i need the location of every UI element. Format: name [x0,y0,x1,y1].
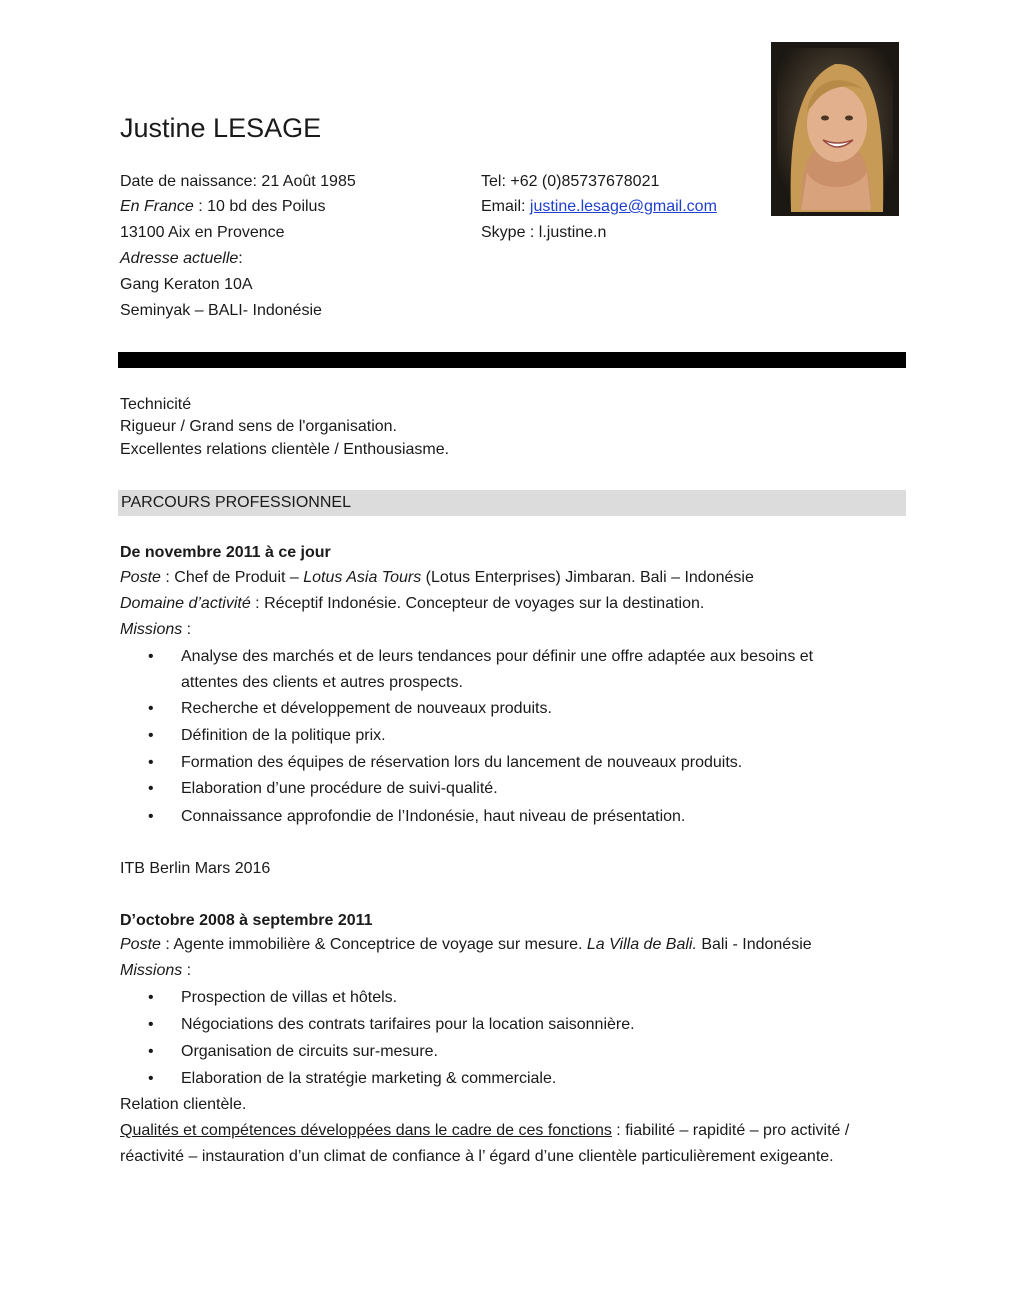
itb-note: ITB Berlin Mars 2016 [120,860,271,877]
job1-mission-3: Définition de la politique prix. [181,727,386,744]
job2-qualites-list: : fiabilité – rapidité – pro activité / [611,1122,850,1139]
job1-domaine [120,594,704,614]
job2-period: D’octobre 2008 à septembre 2011 [120,912,373,929]
job1-missions-colon: : [182,621,192,638]
bullet-icon: • [148,1043,154,1060]
section-divider [118,352,906,368]
bullet-icon: • [148,754,154,771]
job2-qualites-label: Qualités et compétences développées dans le cadre de ces fonctions [120,1122,612,1139]
skill-line-3: Excellentes relations clientèle / Enthousiasme. [120,441,450,458]
job1-mission-1a: Analyse des marchés et de leurs tendances pour définir une offre adaptée aux besoins et [181,648,814,665]
job2-poste-label: Poste [120,936,161,953]
section-heading [118,490,906,516]
bullet-icon: • [148,780,154,797]
job2-missions-label: Missions [120,962,183,979]
birth-date: Date de naissance: 21 Août 1985 [120,173,356,190]
france-city: 13100 Aix en Provence [120,224,285,241]
email-label: Email: [481,198,530,215]
job1-location: (Lotus Enterprises) Jimbaran. Bali – Indonésie [421,569,754,586]
job2-location: Bali - Indonésie [696,936,812,953]
job1-mission-2: Recherche et développement de nouveaux produits. [181,700,552,717]
bullet-icon: • [148,700,154,717]
job2-poste [120,935,812,955]
job1-domaine-value: : Réceptif Indonésie. Concepteur de voyages sur la destination. [250,595,705,612]
job1-period: De novembre 2011 à ce jour [120,544,331,561]
job1-poste-role: : Chef de Produit – [160,569,304,586]
skill-line-1: Technicité [120,396,192,413]
section-title: PARCOURS PROFESSIONNEL [121,494,351,511]
bullet-icon: • [148,1070,154,1087]
job1-mission-4: Formation des équipes de réservation lors du lancement de nouveaux produits. [181,754,743,771]
france-address [120,197,325,217]
bullet-icon: • [148,989,154,1006]
job2-company: La Villa de Bali. [586,936,697,953]
job2-qualites [120,1121,849,1141]
job2-missions-heading [120,961,191,981]
job2-mission-1: Prospection de villas et hôtels. [181,989,398,1006]
skype: Skype : l.justine.n [481,224,607,241]
job1-poste-label: Poste [120,569,161,586]
job1-mission-1b: attentes des clients et autres prospects. [181,674,463,691]
phone: Tel: +62 (0)85737678021 [481,173,660,190]
job1-missions-label: Missions [120,621,183,638]
bullet-icon: • [148,727,154,744]
job2-relation: Relation clientèle. [120,1096,247,1113]
job1-poste [120,568,754,588]
skill-line-2: Rigueur / Grand sens de l'organisation. [120,418,397,435]
candidate-name: Justine LESAGE [120,113,322,143]
email-link[interactable]: justine.lesage@gmail.com [529,198,717,215]
job2-poste-role: : Agente immobilière & Conceptrice de voyage sur mesure. [160,936,587,953]
job1-missions-heading [120,620,191,640]
bullet-icon: • [148,808,154,825]
job2-mission-4: Elaboration de la stratégie marketing & commerciale. [181,1070,557,1087]
job1-company: Lotus Asia Tours [303,569,422,586]
email-line [481,197,717,217]
job2-mission-2: Négociations des contrats tarifaires pour la location saisonnière. [181,1016,635,1033]
job1-mission-6: Connaissance approfondie de l’Indonésie, haut niveau de présentation. [181,808,686,825]
profile-photo [771,42,899,216]
current-address-colon: : [238,250,243,267]
job2-qualites-continued: réactivité – instauration d’un climat de confiance à l’ égard d’une clientèle particulièrement exigeante. [120,1148,834,1165]
current-address-heading [120,249,243,269]
current-street: Gang Keraton 10A [120,276,253,293]
current-region: Seminyak – BALI- Indonésie [120,302,322,319]
current-address-label: Adresse actuelle [120,250,239,267]
job1-mission-5: Elaboration d’une procédure de suivi-qualité. [181,780,498,797]
bullet-icon: • [148,648,154,665]
france-label: En France [120,198,194,215]
job1-domaine-label: Domaine d’activité [120,595,251,612]
france-street: : 10 bd des Poilus [193,198,326,215]
job2-mission-3: Organisation de circuits sur-mesure. [181,1043,438,1060]
bullet-icon: • [148,1016,154,1033]
job2-missions-colon: : [182,962,192,979]
portrait-illustration [771,42,899,216]
